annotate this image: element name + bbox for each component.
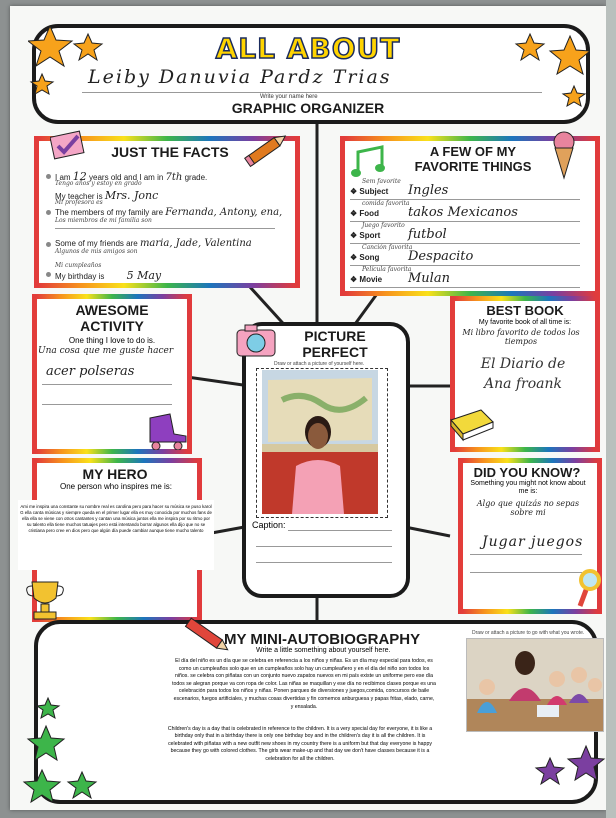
magnifier-icon: [576, 568, 606, 615]
autobio-heading: MY MINI-AUTOBIOGRAPHY: [224, 631, 421, 648]
name-hint: Write your name here: [260, 94, 318, 100]
know-line: [470, 572, 582, 573]
pencil-icon: [244, 130, 290, 175]
know-answer: Jugar juegos: [482, 534, 584, 550]
bullet-icon: [46, 272, 51, 277]
student-name: Leiby Danuvia Pardz Trias: [88, 66, 392, 88]
graphic-organizer-poster: [10, 6, 606, 810]
caption-line: [256, 546, 392, 547]
favorites-heading: A FEW OF MY FAVORITE THINGS: [414, 144, 532, 174]
activity-answer: acer polseras: [46, 364, 135, 379]
favorite-item: comida favorita ❖ Food takos Mexicanos: [350, 200, 580, 222]
checkmark-icon: [50, 130, 86, 165]
teacher-label: My teacher is Mrs. Jonc: [55, 189, 159, 202]
caption-line: [288, 530, 392, 531]
star-decoration-icon: [510, 24, 590, 129]
activity-spanish: Una cosa que me guste hacer: [38, 346, 174, 356]
caption-line: [256, 562, 392, 563]
autobio-photo-hint: Draw or attach a picture to go with what you wrote.: [472, 630, 585, 636]
bullet-icon: [46, 242, 51, 247]
facts-heading: JUST THE FACTS: [111, 144, 229, 160]
title-main: ALL ABOUT: [215, 32, 401, 65]
star-decoration-icon: [530, 736, 606, 811]
autobio-text-spanish: El día del niño es un día que se celebra en referencia a los niños y niñas. Es un día muy especial para todos, es como un cumpleaños solo que en un cumpleaños solo hay un cumpleañero y en el día del niño son todos los niños. se celebra con piñatas con un conjunto nuevo zapatos nuevos en mi país existe un uniforme pero ese día todos se alegran porque va con ropa de color. Las niñas se maquillan y ese día no recibimos clases porque es una celebración para todos los niños y niñas. Ponen parques de diversiones y juegos,comida, concursos de baile escenarios, fuegos artificiales, y muchas cosas divertidas y fin comemos anburguesa y papas fritas, elado, carne, y ensalada.: [172, 658, 436, 710]
book-spanish: Mi libro favorito de todos los tiempos: [462, 328, 580, 346]
book-prompt: My favorite book of all time is:: [478, 319, 572, 326]
ice-cream-icon: [550, 130, 578, 185]
favorites-list: [350, 178, 580, 288]
picture-hint: Draw or attach a picture of yourself here.: [274, 361, 365, 367]
family-label: The members of my family are Fernanda, Antony, ena,: [55, 207, 283, 218]
hero-text: Ami me inspira una constante su nombre real es carolina pero para hacer su música se puso karol G ella canta músicas y siempre queda en el primer lugar ella es muy conocida por muchos fans de ella ella se viene con otros cantantes y cantan una música juntos ella me inspira por su ritmo por su talento ella tiene muchos tatuajes pero está intentando borrar algunos ella dijo que no se cristiana pero cree en dios pero que algún día puede cambiar aunque tiene mucho talento: [18, 500, 214, 570]
family-spanish: Los miembros de mi familia son: [55, 217, 152, 224]
book-heading: BEST BOOK: [486, 303, 564, 318]
book-answer: El Diario de Ana froank: [480, 356, 566, 392]
autobio-text-english: Children's day is a day that is celebrated in reference to the children. It is a very special day for everyone, it is like a birthday only that in a birthday there is only one birthday boy and in the children's day it is all the children. It is celebrated with piñatas with a new outfit new shoes in my country there is a uniform but that day everyone is happy because they go with colored clothes. The girls wear make-up and that day we don't have classes because it is a celebration for all the children.: [167, 726, 433, 762]
book-icon: [447, 406, 497, 447]
friends-spanish: Algunos de mis amigos son: [55, 248, 138, 255]
age-spanish: Tengo años y estoy en grado: [55, 180, 142, 187]
activity-line: [42, 404, 172, 405]
favorite-item: Juego favorito ❖ Sport futbol: [350, 222, 580, 244]
autobio-prompt: Write a little something about yourself here.: [256, 647, 391, 654]
birthday-spanish: Mi cumpleaños: [55, 262, 102, 269]
roller-skate-icon: [144, 410, 190, 455]
know-line: [470, 554, 582, 555]
star-decoration-icon: [22, 696, 102, 811]
name-line: [82, 92, 542, 93]
bullet-icon: [46, 174, 51, 179]
student-photo: [262, 370, 378, 514]
favorite-item: Canción favorita ❖ Song Despacito: [350, 244, 580, 266]
activity-prompt: One thing I love to do is.: [68, 336, 156, 345]
know-heading: DID YOU KNOW?: [473, 465, 581, 480]
know-prompt: Something you might not know about me is:: [470, 480, 586, 495]
favorite-item: Película favorita ❖ Movie Mulan: [350, 266, 580, 288]
know-spanish: Algo que quizás no sepas sobre mi: [476, 499, 580, 517]
birthday-label: My birthday is 5 May: [55, 269, 162, 282]
hero-prompt: One person who inspires me is:: [59, 482, 173, 491]
age-label: I am 12 years old and I am in 7th grade.: [55, 170, 208, 183]
wall-edge: [606, 0, 616, 818]
bullet-icon: [46, 210, 51, 215]
teacher-spanish: Mi profesora es: [55, 199, 103, 206]
favorite-item: Sem favorite ❖ Subject Ingles: [350, 178, 580, 200]
activity-heading: AWESOME ACTIVITY: [75, 302, 149, 334]
family-line: [55, 228, 275, 229]
activity-line: [42, 384, 172, 385]
camera-icon: [235, 322, 279, 363]
hero-heading: MY HERO: [82, 466, 148, 482]
picture-heading: PICTURE PERFECT: [302, 328, 368, 360]
caption-label: Caption:: [252, 520, 286, 530]
autobio-photo: [466, 638, 604, 732]
title-subtitle: GRAPHIC ORGANIZER: [231, 100, 385, 116]
friends-label: Some of my friends are maria, Jade, Valentina: [55, 238, 252, 249]
